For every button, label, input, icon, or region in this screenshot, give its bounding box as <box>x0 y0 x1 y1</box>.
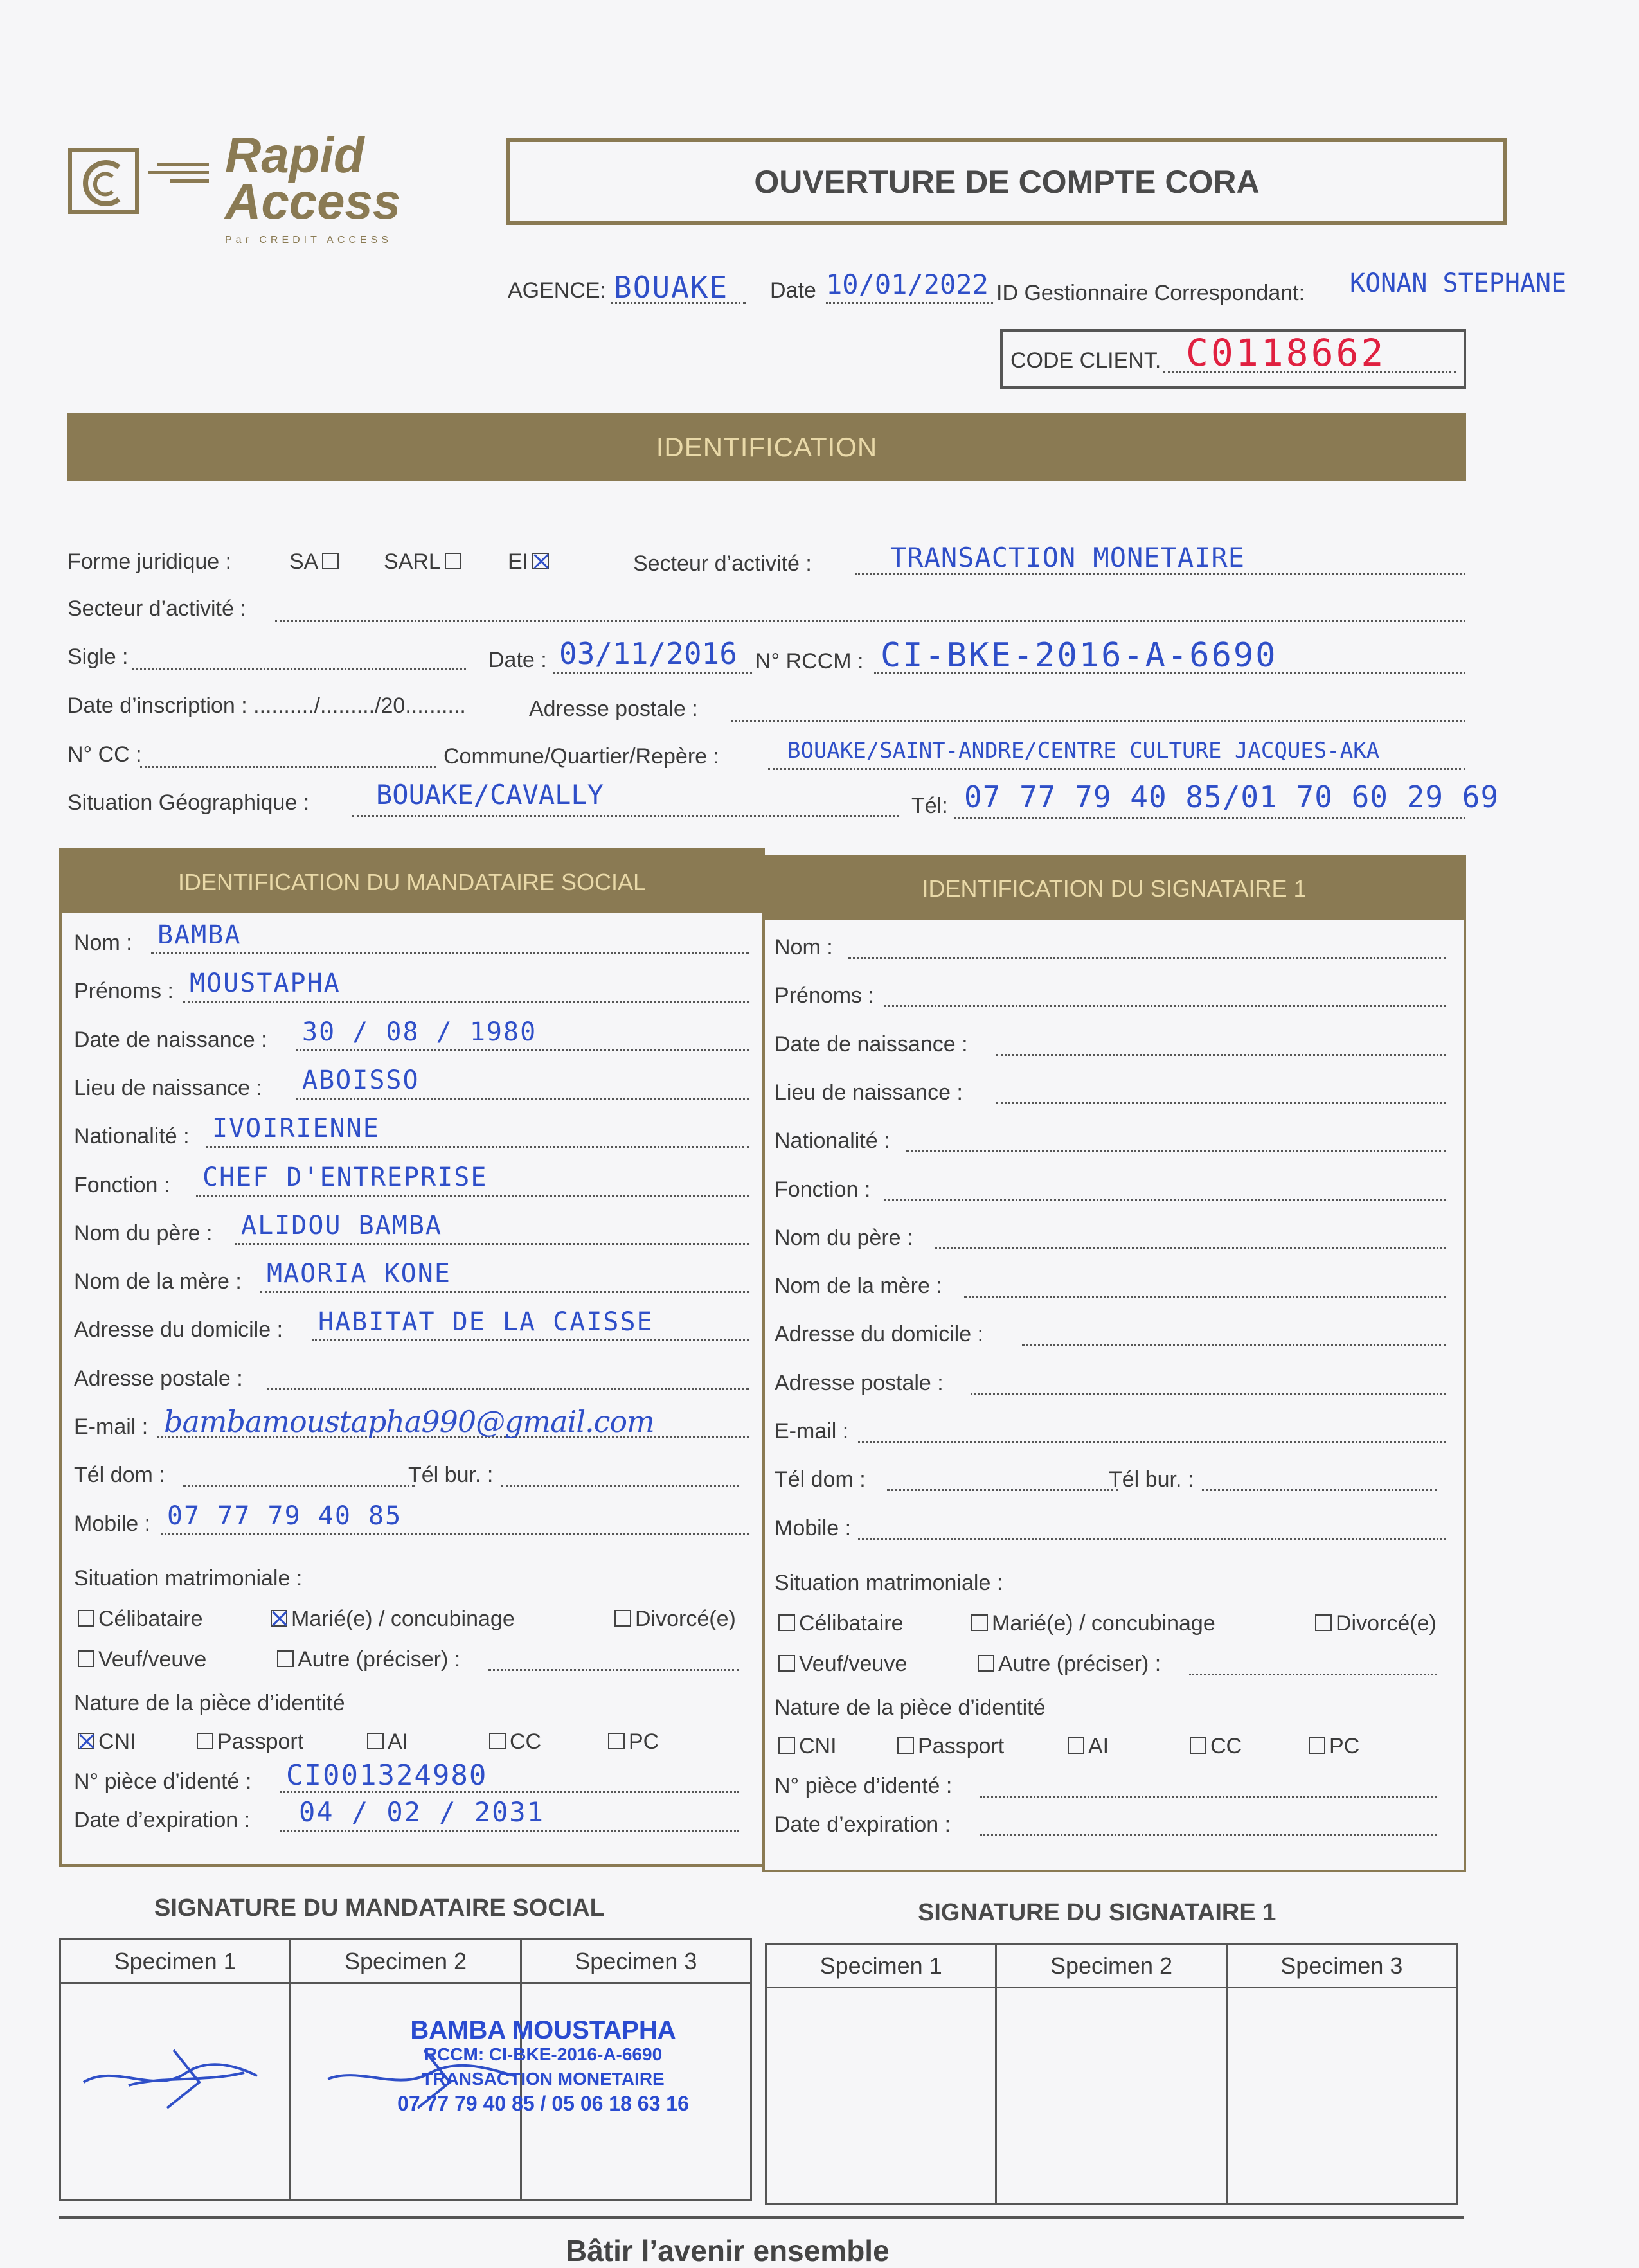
logo-tagline: Par CREDIT ACCESS <box>225 235 392 246</box>
field-label: Lieu de naissance : <box>775 1080 963 1105</box>
checkbox[interactable] <box>778 1655 795 1672</box>
option-label: Célibataire <box>98 1606 203 1631</box>
situation-geo-label: Situation Géographique : <box>67 790 310 815</box>
field-line[interactable] <box>935 1247 1446 1249</box>
option-label: Autre (préciser) : <box>998 1651 1161 1676</box>
field-label: Nom du père : <box>775 1225 913 1250</box>
checkbox[interactable] <box>78 1733 94 1749</box>
signataire-heading: IDENTIFICATION DU SIGNATAIRE 1 <box>765 857 1464 920</box>
field-value[interactable]: MAORIA KONE <box>267 1259 451 1289</box>
secteur-activite-value[interactable]: TRANSACTION MONETAIRE <box>890 542 1246 573</box>
piece-option[interactable] <box>74 1729 136 1755</box>
piece-identite-label: Nature de la pièce d’identité <box>74 1690 345 1715</box>
date-creation-value[interactable]: 03/11/2016 <box>559 636 737 671</box>
piece-option[interactable] <box>1064 1734 1109 1759</box>
field-line[interactable] <box>980 1796 1437 1798</box>
footer-divider <box>59 2216 1464 2219</box>
field-line[interactable] <box>280 1830 739 1832</box>
specimen-3-header: Specimen 3 <box>1226 1944 1456 1988</box>
field-line[interactable] <box>296 1049 749 1051</box>
field-line[interactable] <box>206 1146 749 1148</box>
option-label: Marié(e) / concubinage <box>291 1606 515 1631</box>
matrimoniale-option[interactable] <box>967 1611 1215 1636</box>
footer-slogan: Bâtir l’avenir ensemble <box>566 2234 890 2267</box>
field-line[interactable] <box>996 1054 1446 1056</box>
checkbox[interactable] <box>778 1737 795 1754</box>
rccm-value[interactable]: CI-BKE-2016-A-6690 <box>881 636 1278 675</box>
field-line[interactable] <box>183 1485 415 1487</box>
forme-ei-label: EI <box>508 549 529 574</box>
forme-ei-checkbox-checked[interactable] <box>532 553 549 569</box>
option-label: Divorcé(e) <box>635 1606 736 1631</box>
field-label: Nom de la mère : <box>775 1274 942 1299</box>
stamp-line-4: 07 77 79 40 85 / 05 06 18 63 16 <box>397 2092 689 2115</box>
checkbox[interactable] <box>489 1733 506 1749</box>
field-label: Nom de la mère : <box>74 1269 242 1294</box>
field-label: Tél dom : <box>74 1463 165 1488</box>
option-label: AI <box>388 1729 409 1754</box>
adresse-postale-label: Adresse postale : <box>529 697 698 721</box>
field-line[interactable] <box>501 1485 739 1487</box>
numero-piece-label: N° pièce d’identé : <box>775 1773 953 1798</box>
identification-heading-text: IDENTIFICATION <box>656 432 878 462</box>
specimen-1-box[interactable] <box>766 1988 996 2204</box>
signature-scribble-icon <box>77 2037 270 2114</box>
field-value[interactable]: BAMBA <box>157 920 242 950</box>
field-line[interactable] <box>980 1834 1437 1836</box>
checkbox[interactable] <box>1315 1614 1332 1631</box>
agence-value[interactable]: BOUAKE <box>614 270 729 305</box>
date-expiration-label: Date d’expiration : <box>775 1812 951 1837</box>
matrimoniale-option[interactable] <box>273 1647 460 1672</box>
piece-option[interactable] <box>1186 1734 1242 1759</box>
option-label: Passport <box>217 1729 304 1754</box>
field-line[interactable] <box>267 1388 749 1390</box>
field-label: Prénoms : <box>775 983 874 1008</box>
forme-sa-label: SA <box>289 549 319 574</box>
field-label: Nom : <box>74 931 132 955</box>
secteur-activite-label: Secteur d’activité : <box>633 551 812 576</box>
checkbox[interactable] <box>978 1655 994 1672</box>
field-line[interactable] <box>906 1150 1446 1152</box>
field-label: Fonction : <box>775 1177 871 1202</box>
option-label: Veuf/veuve <box>98 1647 207 1672</box>
date-expiration-value[interactable]: 04 / 02 / 2031 <box>299 1796 545 1828</box>
specimen-2-header: Specimen 2 <box>996 1944 1226 1988</box>
signature-signataire-heading: SIGNATURE DU SIGNATAIRE 1 <box>918 1899 1276 1926</box>
checkbox[interactable] <box>78 1610 94 1627</box>
piece-identite-label: Nature de la pièce d’identité <box>775 1695 1046 1720</box>
option-label: CC <box>510 1729 542 1754</box>
date-label: Date <box>770 278 816 303</box>
checkbox[interactable] <box>971 1614 988 1631</box>
field-line[interactable] <box>161 1533 749 1535</box>
field-line[interactable] <box>296 1098 749 1100</box>
logo <box>67 127 427 247</box>
field-line[interactable] <box>151 952 749 954</box>
matrimoniale-option[interactable] <box>1311 1611 1437 1636</box>
checkbox[interactable] <box>778 1614 795 1631</box>
matrimoniale-option[interactable] <box>74 1607 203 1632</box>
checkbox[interactable] <box>78 1650 94 1667</box>
option-label: CNI <box>799 1733 837 1758</box>
specimen-3-header: Specimen 3 <box>521 1940 751 1983</box>
logo-mark-icon <box>67 148 145 225</box>
situation-matrimoniale-label: Situation matrimoniale : <box>775 1570 1003 1595</box>
tel-bur-label: Tél bur. : <box>1109 1467 1194 1492</box>
field-label: Date de naissance : <box>775 1031 968 1057</box>
field-line[interactable] <box>196 1195 749 1197</box>
date-inscription-label: Date d’inscription : ........../........./20.......... <box>67 693 466 718</box>
option-label: CC <box>1210 1733 1242 1758</box>
checkbox[interactable] <box>608 1733 625 1749</box>
field-label: E-mail : <box>775 1419 849 1443</box>
forme-sarl[interactable] <box>384 549 465 575</box>
field-label: Prénoms : <box>74 979 174 1004</box>
field-value[interactable]: ABOISSO <box>302 1065 420 1095</box>
checkbox[interactable] <box>367 1733 384 1749</box>
checkbox[interactable] <box>1309 1737 1325 1754</box>
forme-sarl-checkbox[interactable] <box>445 553 461 569</box>
mandataire-heading: IDENTIFICATION DU MANDATAIRE SOCIAL <box>62 851 762 913</box>
field-line[interactable] <box>183 1001 749 1003</box>
stamp-line-3: TRANSACTION MONETAIRE <box>422 2069 665 2089</box>
field-label: Mobile : <box>74 1511 151 1536</box>
forme-sa-checkbox[interactable] <box>322 553 339 569</box>
piece-option[interactable] <box>1305 1734 1359 1759</box>
piece-option[interactable] <box>604 1729 659 1755</box>
tel-value[interactable]: 07 77 79 40 85/01 70 60 29 69 <box>964 780 1500 814</box>
option-label: CNI <box>98 1729 136 1754</box>
piece-option[interactable] <box>193 1729 303 1755</box>
agence-label: AGENCE: <box>508 278 607 303</box>
field-line[interactable] <box>312 1339 749 1341</box>
piece-option[interactable] <box>363 1729 408 1755</box>
checkbox[interactable] <box>1068 1737 1084 1754</box>
checkbox[interactable] <box>197 1733 213 1749</box>
form-title: OUVERTURE DE COMPTE CORA <box>754 163 1260 200</box>
logo-text: Rapid Access <box>225 127 401 229</box>
field-line[interactable] <box>260 1291 749 1293</box>
specimen-1-header: Specimen 1 <box>766 1944 996 1988</box>
field-line[interactable] <box>1022 1344 1446 1346</box>
field-line[interactable] <box>848 957 1446 959</box>
field-value[interactable]: HABITAT DE LA CAISSE <box>318 1307 654 1337</box>
field-line[interactable] <box>971 1393 1446 1395</box>
field-value[interactable]: bambamoustapha990@gmail.com <box>164 1404 654 1439</box>
tel-label: Tél: <box>911 794 948 818</box>
option-label: PC <box>1329 1733 1360 1758</box>
piece-option[interactable] <box>893 1734 1004 1759</box>
field-label: Adresse du domicile : <box>775 1322 984 1347</box>
specimen-3-box[interactable] <box>1226 1988 1456 2204</box>
specimen-1-header: Specimen 1 <box>60 1940 291 1983</box>
specimen-2-header: Specimen 2 <box>291 1940 521 1983</box>
specimen-2-box[interactable] <box>996 1988 1226 2204</box>
matrimoniale-option[interactable] <box>267 1607 515 1632</box>
checkbox[interactable] <box>277 1650 294 1667</box>
field-value[interactable]: MOUSTAPHA <box>190 969 341 999</box>
option-label: AI <box>1088 1733 1109 1758</box>
field-label: Mobile : <box>775 1515 852 1540</box>
option-label: Veuf/veuve <box>799 1651 908 1676</box>
rccm-label: N° RCCM : <box>755 649 864 674</box>
field-label: Adresse postale : <box>74 1366 243 1391</box>
field-line[interactable] <box>1202 1489 1437 1491</box>
field-label: Nationalité : <box>74 1124 190 1149</box>
field-value[interactable]: 07 77 79 40 85 <box>167 1501 402 1531</box>
piece-option[interactable] <box>485 1729 541 1755</box>
field-value[interactable]: 30 / 08 / 1980 <box>302 1017 537 1047</box>
forme-ei[interactable] <box>508 549 553 575</box>
field-value[interactable]: CHEF D'ENTREPRISE <box>202 1162 488 1192</box>
numero-cc-label: N° CC : <box>67 742 142 767</box>
company-stamp <box>392 2018 694 2116</box>
field-label: Nom : <box>775 935 833 960</box>
field-line[interactable] <box>858 1441 1446 1443</box>
field-label: Date de naissance : <box>74 1027 267 1052</box>
field-label: Nom du père : <box>74 1220 213 1246</box>
numero-piece-value[interactable]: CI001324980 <box>286 1758 488 1792</box>
field-label: Adresse postale : <box>775 1370 944 1395</box>
signature-signataire-table <box>765 1943 1458 2205</box>
matrimoniale-option[interactable] <box>974 1652 1161 1677</box>
field-label: Lieu de naissance : <box>74 1075 262 1100</box>
option-label: PC <box>629 1729 659 1754</box>
code-client-label: CODE CLIENT. <box>1010 348 1161 373</box>
date-expiration-label: Date d’expiration : <box>74 1807 251 1832</box>
field-line[interactable] <box>996 1102 1446 1104</box>
field-line[interactable] <box>964 1296 1446 1298</box>
checkbox[interactable] <box>1190 1737 1206 1754</box>
checkbox[interactable] <box>614 1610 631 1627</box>
field-value[interactable]: IVOIRIENNE <box>212 1114 380 1144</box>
situation-geo-value[interactable]: BOUAKE/CAVALLY <box>376 779 604 810</box>
secteur-activite-2-label: Secteur d’activité : <box>67 596 246 621</box>
field-label: Nationalité : <box>775 1129 890 1154</box>
piece-option[interactable] <box>775 1734 837 1759</box>
signature-mandataire-heading: SIGNATURE DU MANDATAIRE SOCIAL <box>154 1895 605 1922</box>
option-label: Célibataire <box>799 1611 904 1636</box>
field-value[interactable]: ALIDOU BAMBA <box>241 1210 442 1240</box>
matrimoniale-option[interactable] <box>74 1647 206 1672</box>
gestionnaire-label: ID Gestionnaire Correspondant: <box>996 281 1305 305</box>
field-line[interactable] <box>488 1669 739 1671</box>
checkbox[interactable] <box>897 1737 914 1754</box>
checkbox[interactable] <box>271 1610 287 1627</box>
gestionnaire-value[interactable]: KONAN STEPHANE <box>1350 269 1567 298</box>
date-value[interactable]: 10/01/2022 <box>826 269 989 300</box>
stamp-line-1: BAMBA MOUSTAPHA <box>410 2016 676 2044</box>
numero-piece-label: N° pièce d’identé : <box>74 1769 252 1794</box>
field-label: Tél dom : <box>775 1467 866 1492</box>
matrimoniale-option[interactable] <box>611 1607 736 1632</box>
forme-sarl-label: SARL <box>384 549 441 574</box>
situation-matrimoniale-label: Situation matrimoniale : <box>74 1566 303 1591</box>
matrimoniale-option[interactable] <box>775 1611 904 1636</box>
stamp-line-2: RCCM: CI-BKE-2016-A-6690 <box>424 2044 663 2064</box>
option-label: Autre (préciser) : <box>298 1647 461 1672</box>
tel-bur-label: Tél bur. : <box>408 1463 494 1488</box>
identification-heading <box>67 413 1466 481</box>
date-creation-label: Date : <box>488 648 547 672</box>
sigle-label: Sigle : <box>67 645 129 669</box>
form-title-box <box>506 138 1507 225</box>
forme-sa[interactable] <box>289 549 343 575</box>
forme-juridique-label: Forme juridique : <box>67 549 232 574</box>
commune-value[interactable]: BOUAKE/SAINT-ANDRE/CENTRE CULTURE JACQUES-AKA <box>787 738 1380 763</box>
field-line[interactable] <box>235 1243 749 1245</box>
field-label: Adresse du domicile : <box>74 1317 283 1343</box>
field-line[interactable] <box>884 1005 1446 1007</box>
field-line[interactable] <box>1189 1674 1437 1675</box>
code-client-value[interactable]: C0118662 <box>1186 331 1386 375</box>
field-line[interactable] <box>884 1199 1446 1201</box>
option-label: Divorcé(e) <box>1336 1611 1437 1636</box>
field-label: E-mail : <box>74 1415 148 1439</box>
field-line[interactable] <box>858 1538 1446 1540</box>
field-label: Fonction : <box>74 1172 170 1197</box>
commune-label: Commune/Quartier/Repère : <box>443 744 719 769</box>
logo-speed-lines <box>145 157 209 183</box>
field-line[interactable] <box>887 1489 1118 1491</box>
option-label: Marié(e) / concubinage <box>992 1611 1215 1636</box>
option-label: Passport <box>918 1733 1005 1758</box>
matrimoniale-option[interactable] <box>775 1652 907 1677</box>
